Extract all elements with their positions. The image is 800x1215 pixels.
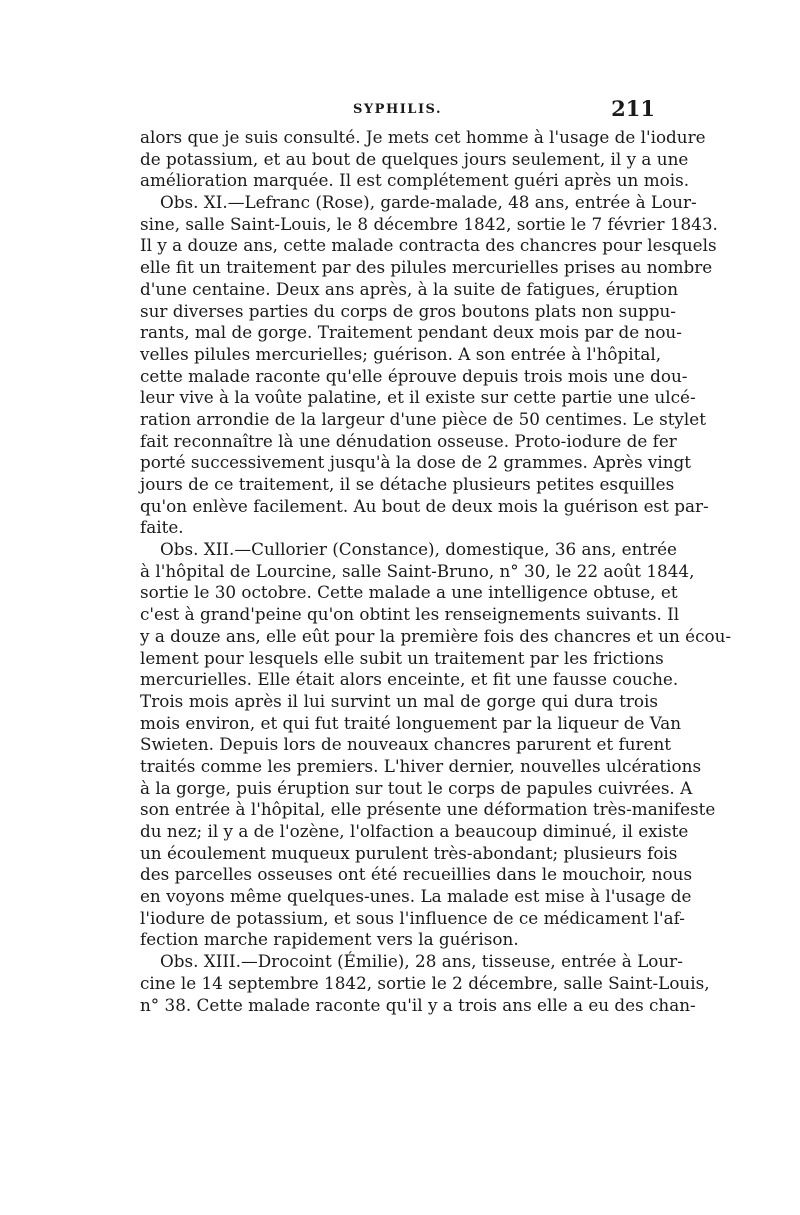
text-line: ration arrondie de la largeur d'une pièce de 50 centimes. Le stylet: [140, 408, 706, 429]
text-line: leur vive à la voûte palatine, et il existe sur cette partie une ulcé-: [140, 387, 696, 408]
body-text: [140, 127, 732, 1016]
text-line: Swieten. Depuis lors de nouveaux chancres parurent et furent: [140, 734, 672, 755]
running-head: [140, 96, 655, 128]
text-line: c'est à grand'peine qu'on obtint les renseignements suivants. Il: [140, 604, 680, 625]
text-line: à la gorge, puis éruption sur tout le corps de papules cuivrées. A: [140, 777, 693, 798]
text-line: jours de ce traitement, il se détache plusieurs petites esquilles: [140, 474, 675, 494]
running-title: SYPHILIS.: [353, 102, 442, 117]
text-line: qu'on enlève facilement. Au bout de deux mois la guérison est par-: [140, 495, 709, 516]
text-line: l'iodure de potassium, et sous l'influence de ce médicament l'af-: [140, 907, 685, 928]
text-line: Il y a douze ans, cette malade contracta des chancres pour lesquels: [140, 235, 717, 256]
text-line: cine le 14 septembre 1842, sortie le 2 décembre, salle Saint-Louis,: [140, 972, 710, 993]
text-line: amélioration marquée. Il est complétement guéri après un mois.: [140, 170, 690, 191]
text-line: elle fit un traitement par des pilules mercurielles prises au nombre: [140, 257, 713, 278]
observation-heading-line: Obs. XI.—Lefranc (Rose), garde-malade, 48 ans, entrée à Lour-: [160, 192, 697, 213]
text-line: en voyons même quelques-unes. La malade est mise à l'usage de: [140, 886, 692, 907]
text-line: à l'hôpital de Lourcine, salle Saint-Bruno, n° 30, le 22 août 1844,: [140, 560, 695, 581]
text-line: rants, mal de gorge. Traitement pendant deux mois par de nou-: [140, 322, 682, 343]
text-line: fection marche rapidement vers la guérison.: [140, 929, 519, 950]
text-line: porté successivement jusqu'à la dose de 2 grammes. Après vingt: [140, 452, 692, 473]
text-line: sine, salle Saint-Louis, le 8 décembre 1842, sortie le 7 février 1843.: [140, 213, 718, 234]
text-line: des parcelles osseuses ont été recueillies dans le mouchoir, nous: [140, 864, 693, 885]
text-line: lement pour lesquels elle subit un traitement par les frictions: [140, 647, 664, 668]
text-line: cette malade raconte qu'elle éprouve depuis trois mois une dou-: [140, 365, 688, 386]
text-line: y a douze ans, elle eût pour la première fois des chancres et un écou-: [140, 625, 732, 646]
text-line: velles pilules mercurielles; guérison. A son entrée à l'hôpital,: [140, 343, 662, 364]
text-line: d'une centaine. Deux ans après, à la suite de fatigues, éruption: [140, 278, 679, 299]
page-number: 211: [611, 96, 655, 121]
text-line: Trois mois après il lui survint un mal de gorge qui dura trois: [140, 690, 658, 711]
text-line: de potassium, et au bout de quelques jours seulement, il y a une: [140, 148, 689, 169]
text-line: faite.: [140, 517, 184, 538]
text-line: mercurielles. Elle était alors enceinte, et fit une fausse couche.: [140, 669, 679, 690]
text-line: du nez; il y a de l'ozène, l'olfaction a beaucoup diminué, il existe: [140, 821, 689, 841]
text-line: n° 38. Cette malade raconte qu'il y a trois ans elle a eu des chan-: [140, 994, 696, 1015]
text-line: sur diverses parties du corps de gros boutons plats non suppu-: [140, 300, 676, 321]
text-line: traités comme les premiers. L'hiver dernier, nouvelles ulcérations: [140, 755, 702, 776]
text-line: mois environ, et qui fut traité longuement par la liqueur de Van: [140, 712, 682, 733]
text-line: alors que je suis consulté. Je mets cet homme à l'usage de l'iodure: [140, 127, 706, 147]
observation-heading-line: Obs. XIII.—Drocoint (Émilie), 28 ans, tisseuse, entrée à Lour-: [160, 951, 683, 972]
text-line: fait reconnaître là une dénudation osseuse. Proto-iodure de fer: [140, 430, 677, 451]
text-line: un écoulement muqueux purulent très-abondant; plusieurs fois: [140, 842, 678, 863]
text-line: son entrée à l'hôpital, elle présente une déformation très-manifeste: [140, 799, 716, 820]
text-line: sortie le 30 octobre. Cette malade a une intelligence obtuse, et: [140, 582, 678, 603]
observation-heading-line: Obs. XII.—Cullorier (Constance), domestique, 36 ans, entrée: [160, 539, 677, 560]
